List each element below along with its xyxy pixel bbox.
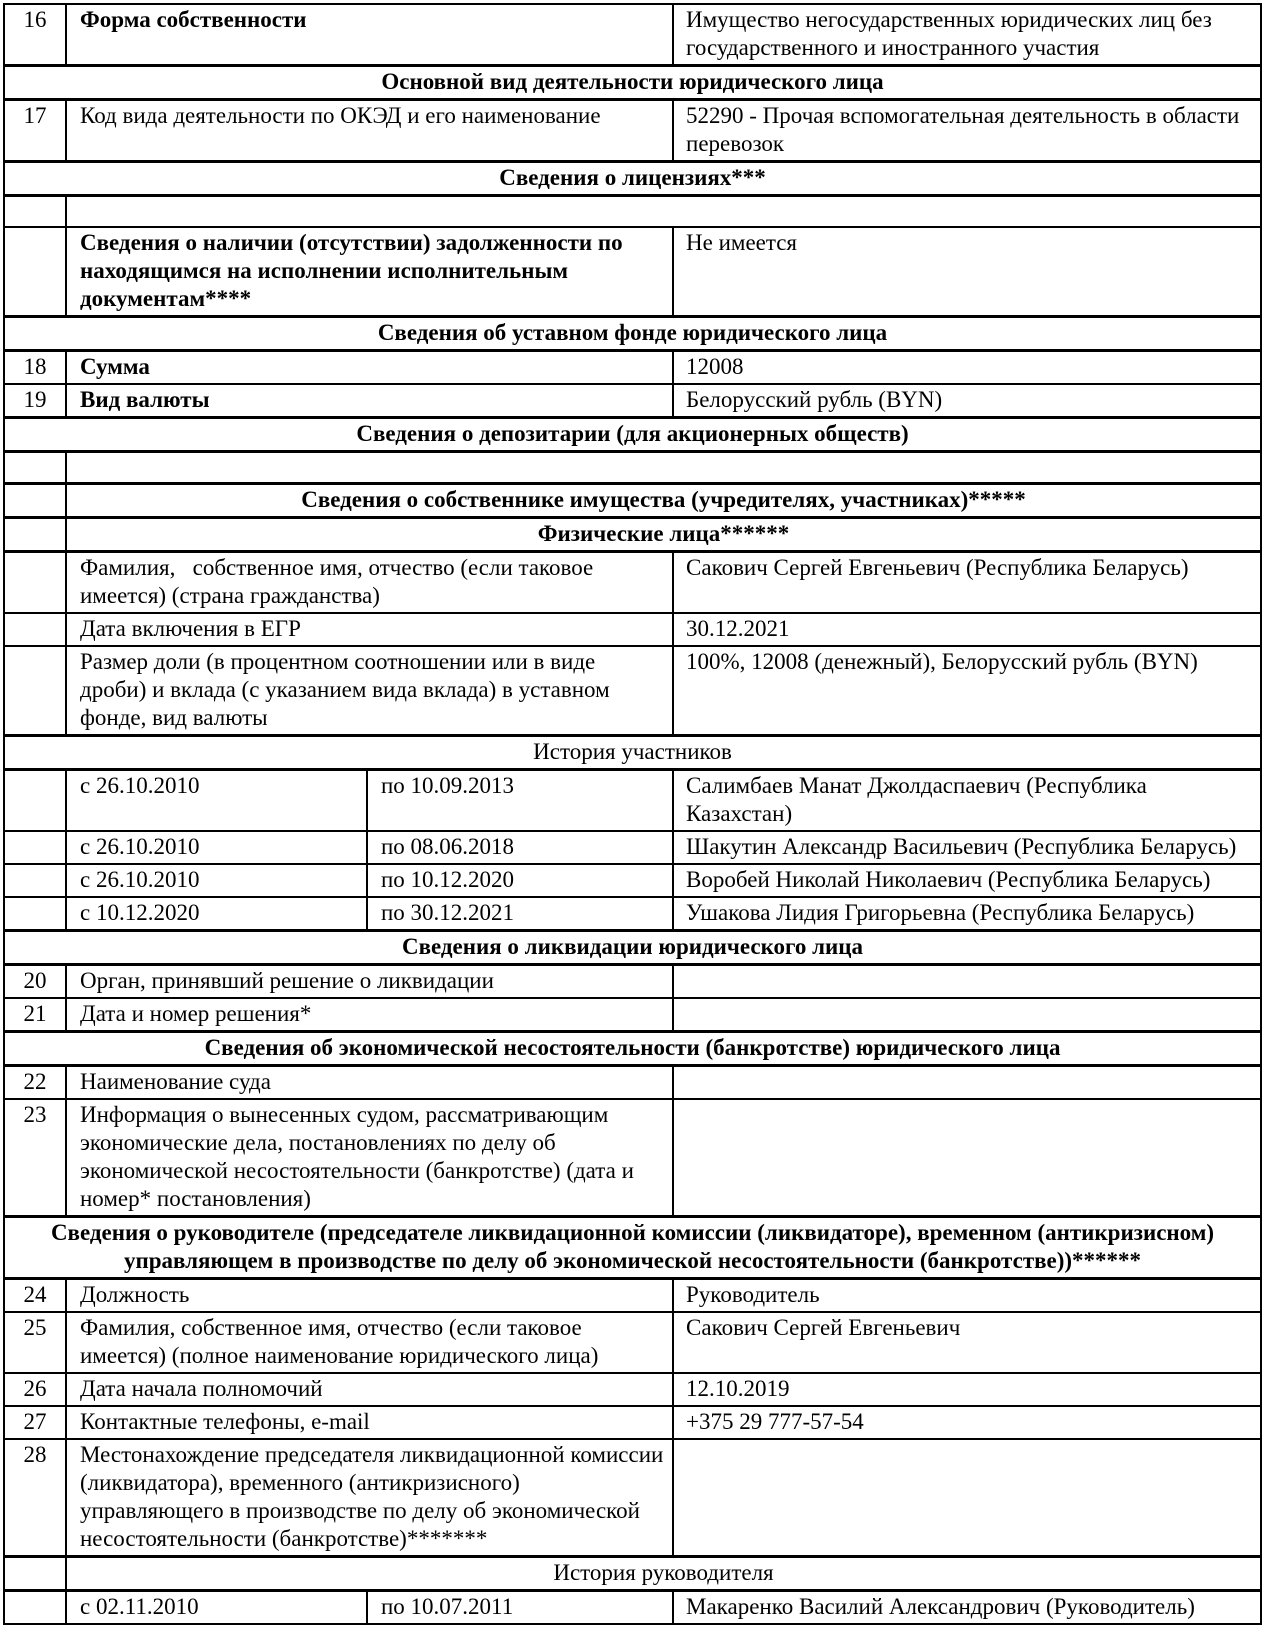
field-value: Воробей Николай Николаевич (Республика Беларусь) [673, 864, 1261, 897]
field-value: 52290 - Прочая вспомогательная деятельность в области перевозок [673, 100, 1261, 162]
field-value [673, 1439, 1261, 1557]
row-number-cell [4, 518, 66, 552]
table-row [4, 1066, 1261, 1100]
field-value: 12008 [673, 351, 1261, 385]
section-header-row [4, 1557, 1261, 1591]
section-title: Физические лица****** [66, 518, 1261, 552]
history-to: по 10.12.2020 [367, 864, 673, 897]
section-header-row [4, 66, 1261, 100]
section-header-row [4, 931, 1261, 965]
field-value: Салимбаев Манат Джолдаспаевич (Республика Казахстан) [673, 770, 1261, 832]
history-row [4, 864, 1261, 897]
table-row [4, 1373, 1261, 1406]
section-header-row [4, 484, 1261, 518]
row-number-cell [4, 897, 66, 931]
table-row [4, 998, 1261, 1032]
field-label: Контактные телефоны, e-mail [66, 1406, 673, 1439]
history-to: по 08.06.2018 [367, 831, 673, 864]
row-number-cell: 21 [4, 998, 66, 1032]
section-title: Основной вид деятельности юридического лица [4, 66, 1261, 100]
row-number-cell: 26 [4, 1373, 66, 1406]
table-row [4, 351, 1261, 385]
row-number-cell [4, 227, 66, 317]
field-value: Не имеется [673, 227, 1261, 317]
field-label: Дата и номер решения* [66, 998, 673, 1032]
section-title: История руководителя [66, 1557, 1261, 1591]
field-value: Шакутин Александр Васильевич (Республика Беларусь) [673, 831, 1261, 864]
history-from: с 10.12.2020 [66, 897, 367, 931]
field-value: Белорусский рубль (BYN) [673, 384, 1261, 418]
field-value: Имущество негосударственных юридических лиц без государственного и иностранного участия [673, 4, 1261, 66]
field-label: Вид валюты [66, 384, 673, 418]
row-number-cell [4, 196, 66, 228]
field-value: Сакович Сергей Евгеньевич (Республика Беларусь) [673, 552, 1261, 614]
section-title: Сведения о лицензиях*** [4, 162, 1261, 196]
section-header-row [4, 418, 1261, 452]
field-label: Наименование суда [66, 1066, 673, 1100]
field-value: 100%, 12008 (денежный), Белорусский рубль (BYN) [673, 646, 1261, 736]
section-header-row [4, 518, 1261, 552]
empty-row [4, 196, 1261, 228]
field-value [673, 998, 1261, 1032]
field-label: Фамилия, собственное имя, отчество (если таковое имеется) (полное наименование юридического лица) [66, 1312, 673, 1373]
field-label: Код вида деятельности по ОКЭД и его наименование [66, 100, 673, 162]
row-number-cell [4, 484, 66, 518]
row-number-cell: 23 [4, 1099, 66, 1217]
history-row [4, 770, 1261, 832]
row-number-cell [4, 646, 66, 736]
empty-row [4, 452, 1261, 484]
section-title: История участников [4, 736, 1261, 770]
row-number-cell [4, 552, 66, 614]
table-row [4, 1279, 1261, 1313]
history-from: с 26.10.2010 [66, 770, 367, 832]
history-to: по 10.07.2011 [367, 1591, 673, 1625]
field-label: Местонахождение председателя ликвидационной комиссии (ликвидатора), временного (антикризисного) управляющего в производстве по делу об экономической несостоятельности (банкротстве)******* [66, 1439, 673, 1557]
row-number-cell [4, 452, 66, 484]
row-number-cell: 28 [4, 1439, 66, 1557]
field-value: 12.10.2019 [673, 1373, 1261, 1406]
section-title: Сведения о депозитарии (для акционерных обществ) [4, 418, 1261, 452]
row-number-cell [4, 1591, 66, 1625]
row-number-cell: 20 [4, 965, 66, 999]
history-row [4, 1591, 1261, 1625]
field-value: Макаренко Василий Александрович (Руководитель) [673, 1591, 1261, 1625]
field-value: 30.12.2021 [673, 613, 1261, 646]
field-label: Дата начала полномочий [66, 1373, 673, 1406]
row-number-cell: 27 [4, 1406, 66, 1439]
row-number-cell: 19 [4, 384, 66, 418]
history-to: по 10.09.2013 [367, 770, 673, 832]
section-header-row [4, 162, 1261, 196]
egr-extract-table [3, 3, 1262, 1625]
field-label: Информация о вынесенных судом, рассматривающим экономические дела, постановлениях по делу об экономической несостоятельности (банкротстве) (дата и номер* постановления) [66, 1099, 673, 1217]
table-row [4, 227, 1261, 317]
field-label: Дата включения в ЕГР [66, 613, 673, 646]
table-row [4, 1312, 1261, 1373]
field-value [673, 965, 1261, 999]
section-header-row [4, 317, 1261, 351]
field-label: Должность [66, 1279, 673, 1313]
table-row [4, 965, 1261, 999]
table-row [4, 1439, 1261, 1557]
table-row [4, 384, 1261, 418]
field-value [673, 1066, 1261, 1100]
row-number-cell: 22 [4, 1066, 66, 1100]
field-label: Фамилия, собственное имя, отчество (если таковое имеется) (страна гражданства) [66, 552, 673, 614]
section-header-row [4, 1217, 1261, 1279]
egr-table-body [4, 4, 1261, 1624]
history-row [4, 831, 1261, 864]
history-from: с 02.11.2010 [66, 1591, 367, 1625]
row-number-cell: 17 [4, 100, 66, 162]
row-number-cell [4, 864, 66, 897]
section-title: Сведения о ликвидации юридического лица [4, 931, 1261, 965]
section-header-row [4, 1032, 1261, 1066]
field-value: Руководитель [673, 1279, 1261, 1313]
empty-cell [66, 452, 1261, 484]
history-to: по 30.12.2021 [367, 897, 673, 931]
field-label: Форма собственности [66, 4, 673, 66]
table-row [4, 646, 1261, 736]
field-label: Сведения о наличии (отсутствии) задолженности по находящимся на исполнении исполнительным документам**** [66, 227, 673, 317]
table-row [4, 1406, 1261, 1439]
section-title: Сведения о руководителе (председателе ликвидационной комиссии (ликвидаторе), временном (антикризисном) управляющем в производстве по делу об экономической несостоятельности (банкротстве))****** [4, 1217, 1261, 1279]
field-value: Ушакова Лидия Григорьевна (Республика Беларусь) [673, 897, 1261, 931]
table-row [4, 100, 1261, 162]
field-label: Орган, принявший решение о ликвидации [66, 965, 673, 999]
empty-cell [66, 196, 1261, 228]
row-number-cell [4, 613, 66, 646]
row-number-cell [4, 770, 66, 832]
section-title: Сведения об уставном фонде юридического лица [4, 317, 1261, 351]
row-number-cell: 24 [4, 1279, 66, 1313]
field-value: Сакович Сергей Евгеньевич [673, 1312, 1261, 1373]
section-title: Сведения об экономической несостоятельности (банкротстве) юридического лица [4, 1032, 1261, 1066]
row-number-cell [4, 1557, 66, 1591]
field-label: Размер доли (в процентном соотношении или в виде дроби) и вклада (с указанием вида вклада) в уставном фонде, вид валюты [66, 646, 673, 736]
table-row [4, 4, 1261, 66]
row-number-cell: 18 [4, 351, 66, 385]
field-label: Сумма [66, 351, 673, 385]
field-value [673, 1099, 1261, 1217]
row-number-cell [4, 831, 66, 864]
field-value: +375 29 777-57-54 [673, 1406, 1261, 1439]
table-row [4, 552, 1261, 614]
table-row [4, 1099, 1261, 1217]
history-from: с 26.10.2010 [66, 864, 367, 897]
row-number-cell: 25 [4, 1312, 66, 1373]
section-header-row [4, 736, 1261, 770]
history-from: с 26.10.2010 [66, 831, 367, 864]
table-row [4, 613, 1261, 646]
section-title: Сведения о собственнике имущества (учредителях, участниках)***** [66, 484, 1261, 518]
history-row [4, 897, 1261, 931]
row-number-cell: 16 [4, 4, 66, 66]
